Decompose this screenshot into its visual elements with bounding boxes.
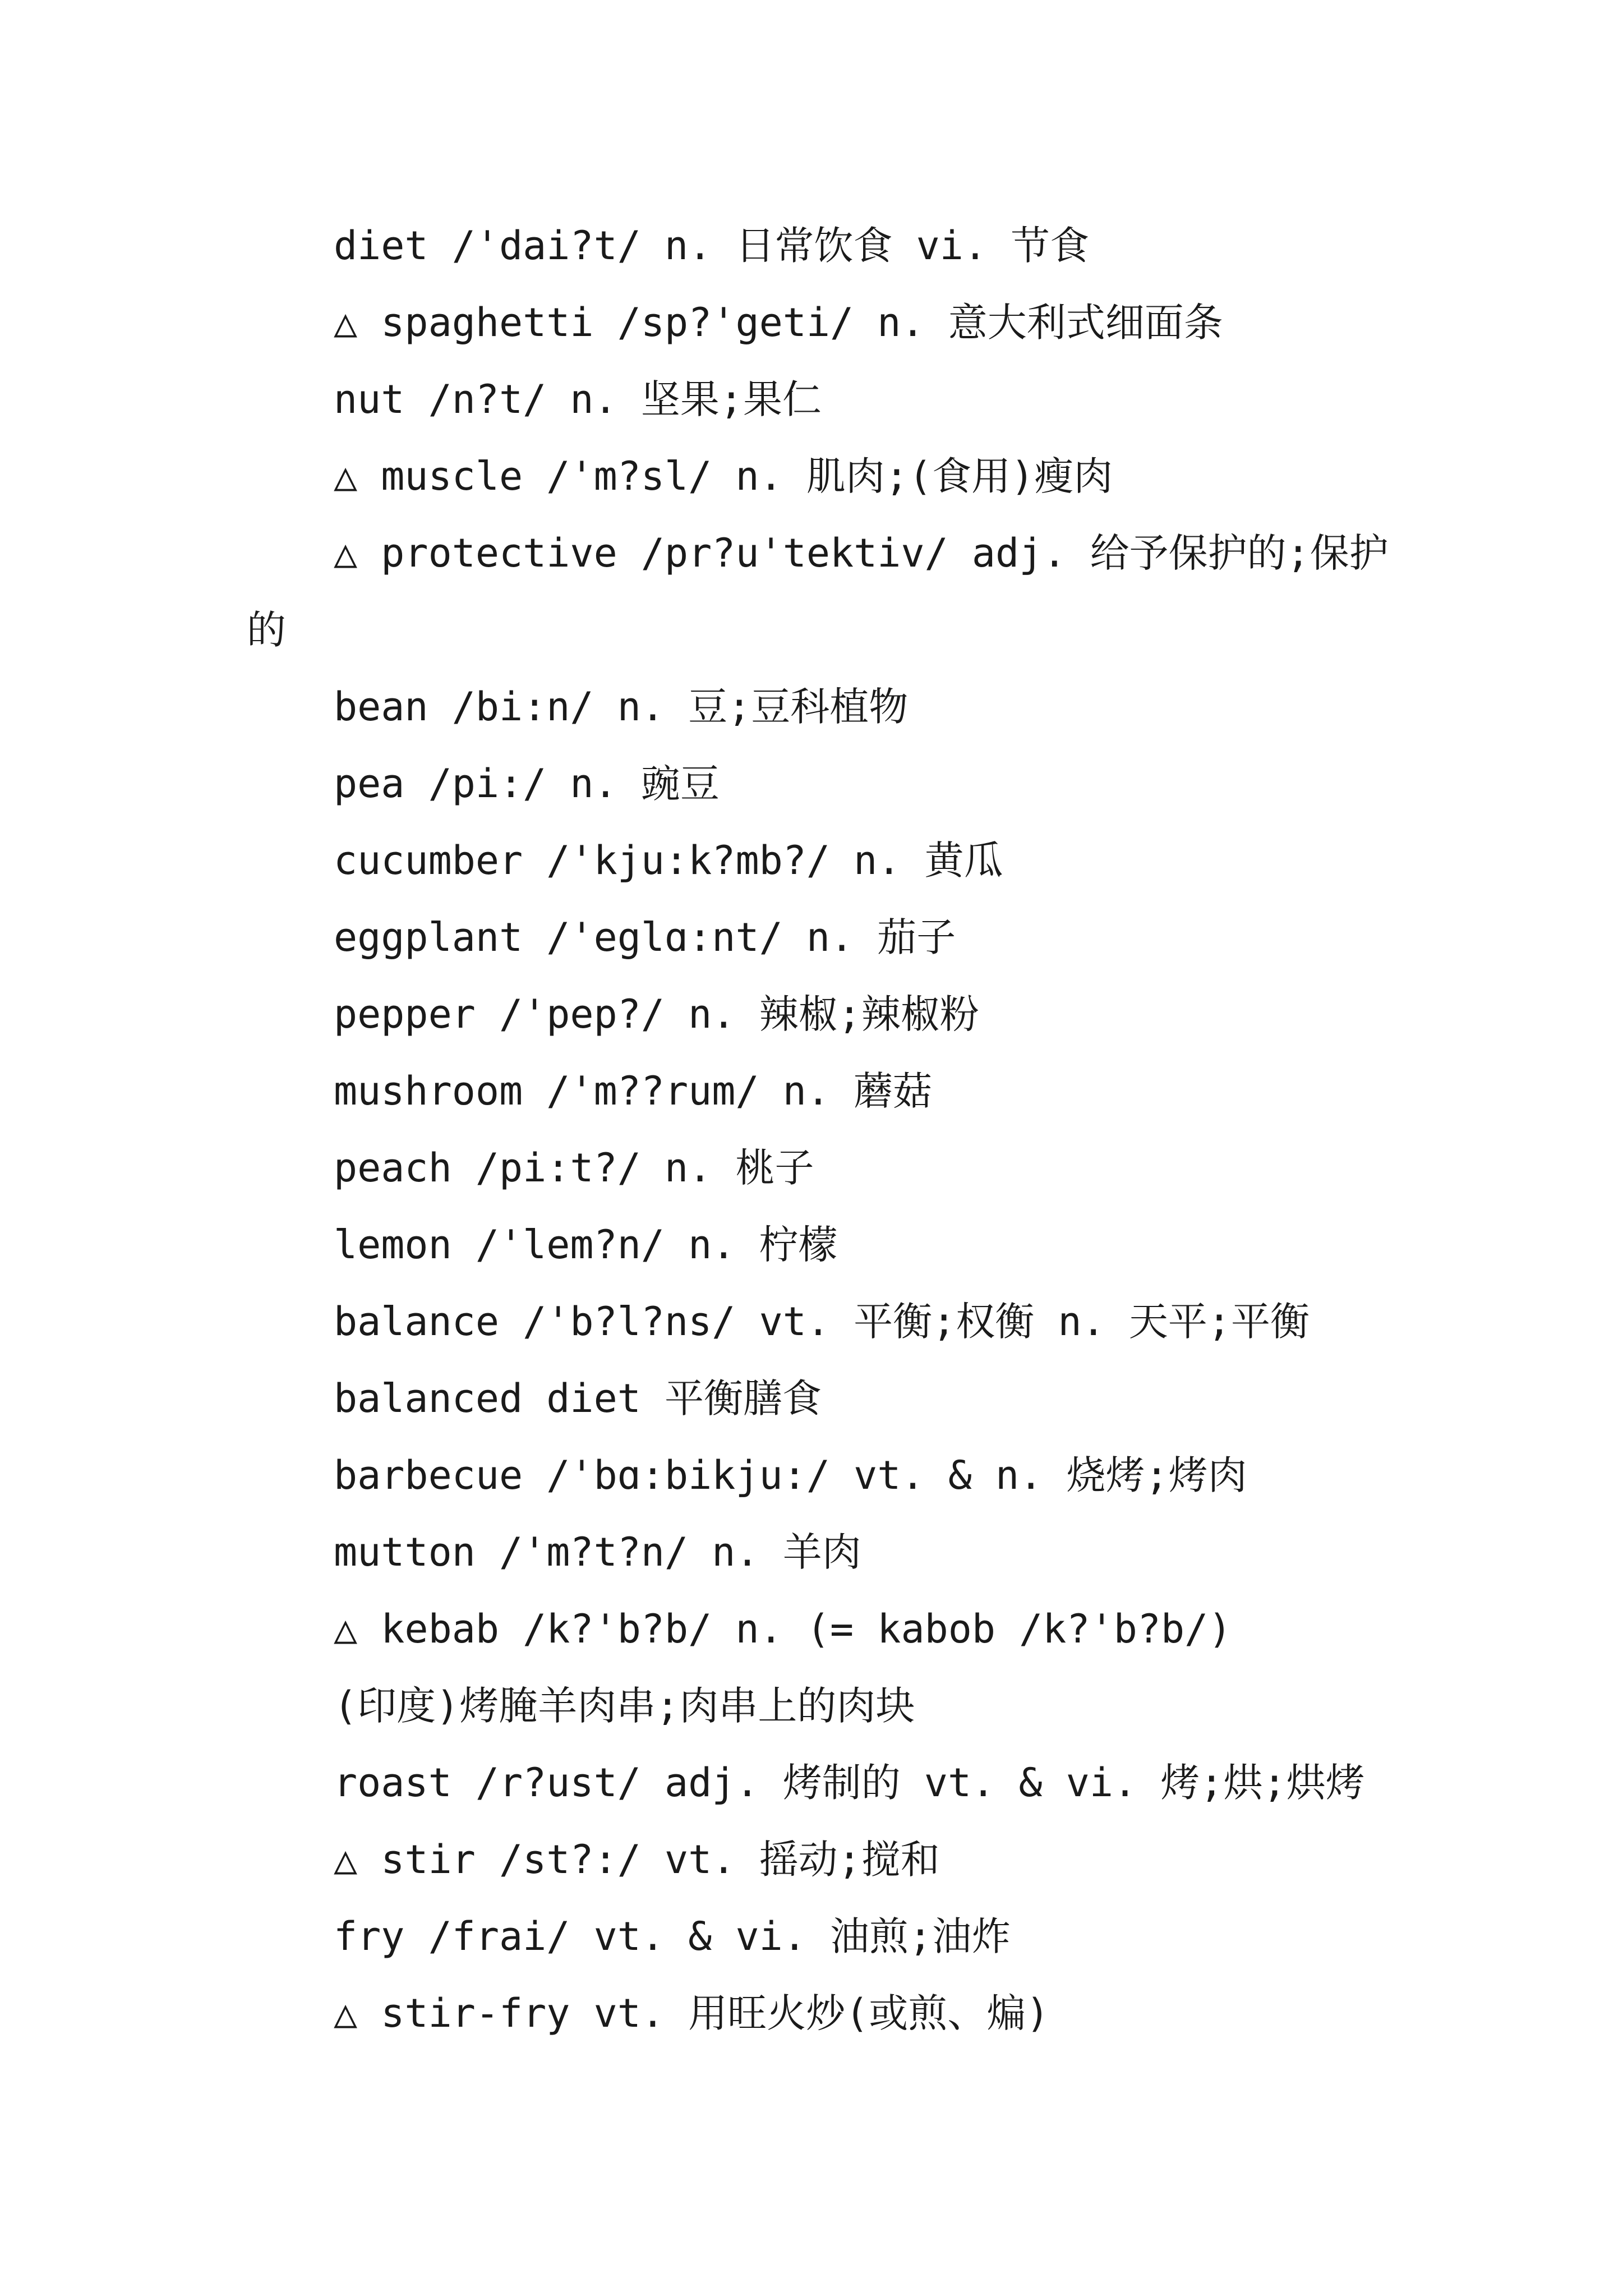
vocab-line: △ spaghetti /sp?'geti/ n. 意大利式细面条 (334, 300, 1223, 346)
vocab-line: pepper /'pep?/ n. 辣椒;辣椒粉 (334, 991, 979, 1037)
vocab-line: △ muscle /'m?sl/ n. 肌肉;(食用)瘦肉 (334, 453, 1113, 499)
vocab-line: balanced diet 平衡膳食 (334, 1375, 822, 1421)
vocab-line: mushroom /'m??rum/ n. 蘑菇 (334, 1068, 933, 1114)
vocab-line: △ stir /st?:/ vt. 摇动;搅和 (334, 1837, 940, 1883)
vocab-line: diet /'dai?t/ n. 日常饮食 vi. 节食 (334, 223, 1090, 269)
vocab-line: lemon /'lem?n/ n. 柠檬 (334, 1222, 838, 1268)
vocab-line: △ stir-fry vt. 用旺火炒(或煎、煸) (334, 1990, 1050, 2036)
vocab-line: cucumber /'kju:k?mb?/ n. 黄瓜 (334, 838, 1003, 884)
vocab-line-continuation: 的 (247, 607, 286, 653)
vocab-line: mutton /'m?t?n/ n. 羊肉 (334, 1529, 861, 1575)
vocab-line: (印度)烤腌羊肉串;肉串上的肉块 (334, 1683, 915, 1729)
vocab-line: nut /n?t/ n. 坚果;果仁 (334, 376, 822, 422)
vocab-line: pea /pi:/ n. 豌豆 (334, 761, 720, 807)
vocab-line: bean /bi:n/ n. 豆;豆科植物 (334, 684, 909, 730)
vocab-line: fry /frai/ vt. & vi. 油煎;油炸 (334, 1913, 1011, 1959)
vocab-line: roast /r?ust/ adj. 烤制的 vt. & vi. 烤;烘;烘烤 (334, 1760, 1365, 1806)
vocab-line: barbecue /'bɑ:bikju:/ vt. & n. 烧烤;烤肉 (334, 1452, 1247, 1498)
vocab-line: balance /'b?l?ns/ vt. 平衡;权衡 n. 天平;平衡 (334, 1299, 1310, 1345)
vocab-line: eggplant /'eglɑ:nt/ n. 茄子 (334, 914, 956, 960)
vocab-line: △ kebab /k?'b?b/ n. (= kabob /k?'b?b/) (334, 1606, 1232, 1652)
vocab-line: △ protective /pr?u'tektiv/ adj. 给予保护的;保护 (334, 530, 1389, 576)
vocabulary-list (247, 208, 1436, 2052)
vocab-line: peach /pi:t?/ n. 桃子 (334, 1145, 814, 1191)
